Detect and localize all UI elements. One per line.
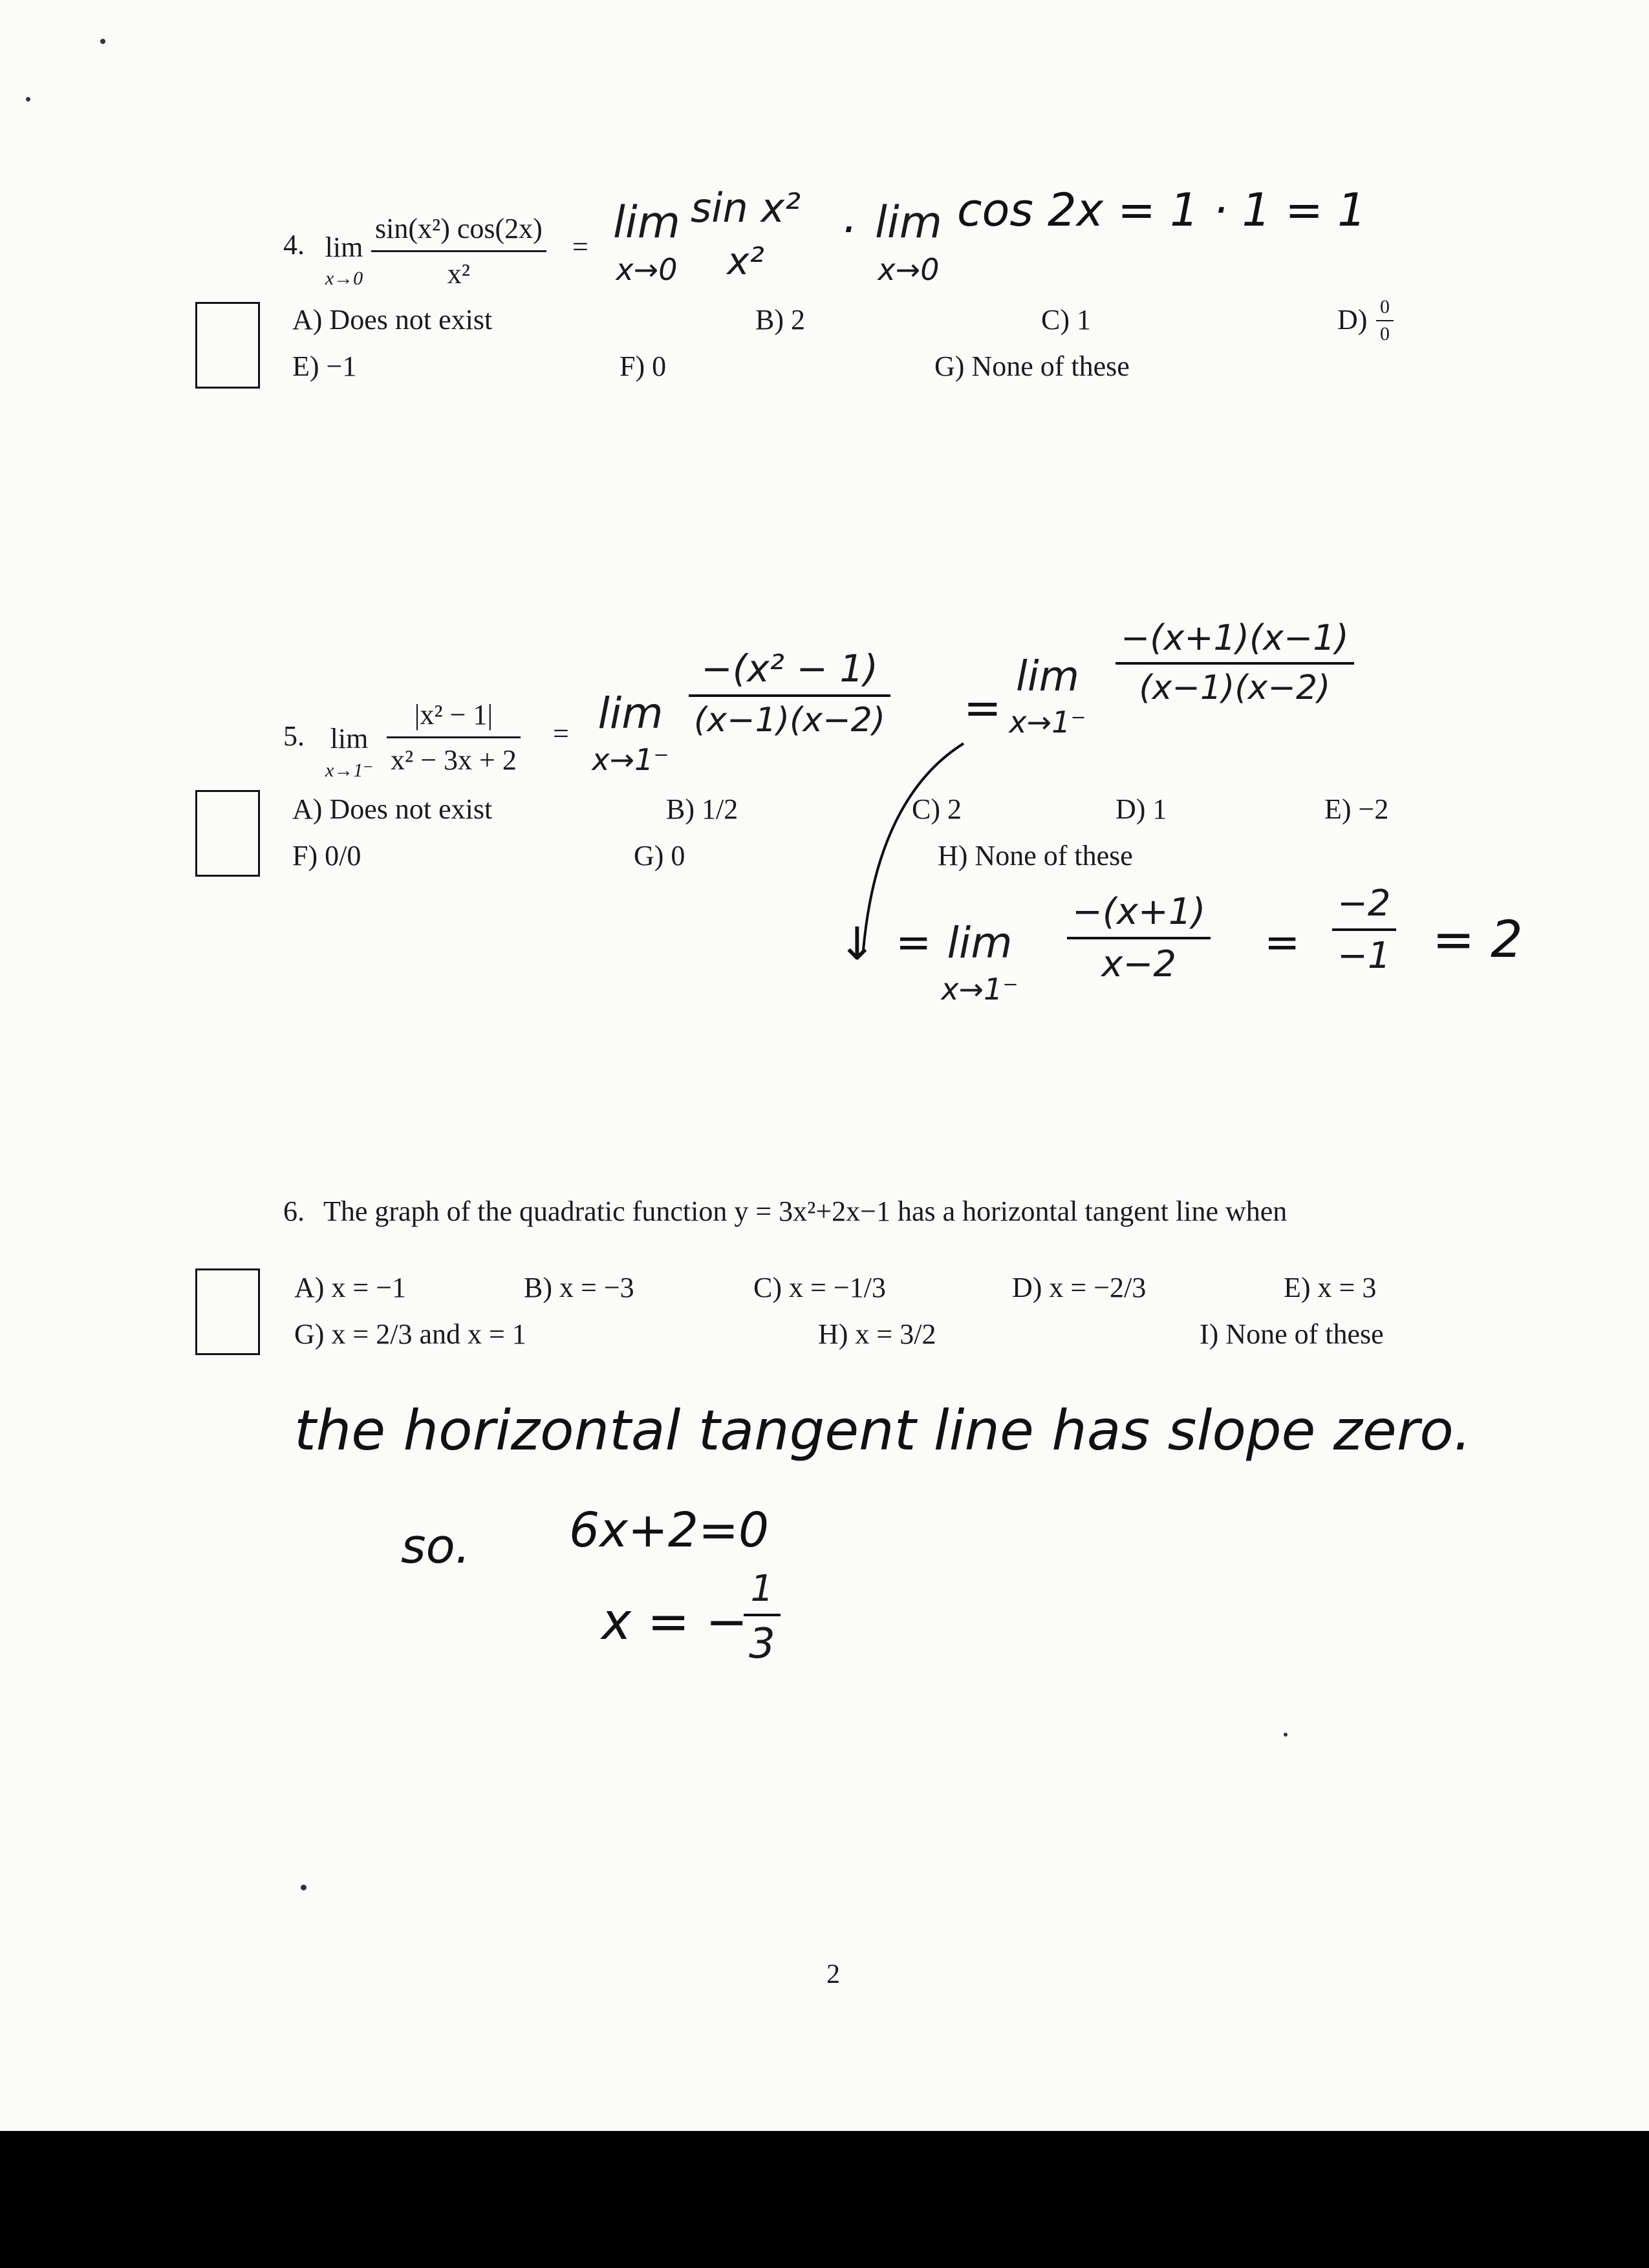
option-d: D) [1337,304,1368,336]
hand-fraction: $\frac{-(x+1)}{x-2}$ [1067,891,1211,985]
hand-result: cos 2x = 1 · 1 = 1 [957,184,1366,237]
option-h: H) None of these [938,840,1133,872]
equals-sign: = [572,231,588,262]
hand-limit: lim x→0 [612,197,681,287]
scan-speck [26,97,30,102]
option-b: B) 2 [755,304,805,336]
question-number: 6. [283,1195,305,1227]
arrow-head-icon: ↓ [838,917,876,970]
hand-limit: lim x→0 [874,197,943,287]
option-g: G) x = 2/3 and x = 1 [294,1318,526,1350]
question-number: 5. [283,720,305,752]
hand-equals: = [896,917,932,967]
limit-operator: lim x→1⁻ [325,723,374,781]
hand-so: so. [401,1519,471,1574]
numerator: |x² − 1| [414,699,493,731]
answer-box[interactable] [195,302,260,389]
denominator: x² − 3x + 2 [387,736,521,776]
hand-fraction: sin x² x² [691,184,801,283]
question-stem: The graph of the quadratic function y = 3x²+2x−1 has a horizontal tangent line when [323,1195,1288,1227]
option-g: G) 0 [634,840,685,872]
option-b: B) 1/2 [666,793,738,825]
option-a: A) Does not exist [292,304,493,336]
scan-speck [1284,1733,1288,1737]
hand-limit: lim x→1⁻ [592,689,669,777]
option-d: D) 1 [1116,793,1167,825]
hand-fraction: $\frac{-(x+1)(x-1)}{(x-1)(x-2)}$ [1116,617,1354,707]
option-c: C) x = −1/3 [753,1272,886,1303]
hand-equals: = [964,681,1002,734]
option-h: H) x = 3/2 [818,1318,936,1350]
option-b: B) x = −3 [524,1272,634,1303]
answer-box[interactable] [195,790,260,877]
scan-speck [100,39,105,44]
numerator: sin(x²) cos(2x) [375,213,543,244]
option-e: E) x = 3 [1284,1272,1377,1303]
hand-limit: lim x→1⁻ [941,918,1018,1007]
scan-speck [301,1885,307,1890]
limit-expression [387,698,521,776]
hand-limit: lim x→1⁻ [1009,653,1086,740]
question-number: 4. [283,229,305,261]
option-e: E) −1 [292,350,357,382]
option-a: A) Does not exist [292,793,493,825]
hand-result: = 2 [1432,911,1523,969]
option-f: F) 0/0 [292,840,361,872]
answer-box[interactable] [195,1268,260,1355]
hand-equals: = [1264,917,1300,967]
hand-fraction: $\frac{\text{−(x² − 1)}}{(x-1)(x-2)}$ [689,647,890,740]
option-i: I) None of these [1200,1318,1384,1350]
hand-fraction: $\frac{1}{3}$ [744,1568,781,1668]
denominator: x² [371,250,546,290]
page-number: 2 [826,1960,840,1989]
hand-equation: 6x+2=0 [569,1503,770,1558]
option-g: G) None of these [934,350,1130,382]
option-e: E) −2 [1324,793,1389,825]
option-a: A) x = −1 [294,1272,407,1303]
option-c: C) 2 [912,793,962,825]
option-c: C) 1 [1041,304,1091,336]
hand-dot: · [841,203,856,256]
limit-operator: lim x→0 [325,231,363,289]
hand-explanation: the horizontal tangent line has slope zero. [294,1398,1472,1463]
option-d: D) x = −2/3 [1012,1272,1147,1303]
limit-expression [371,212,546,290]
option-f: F) 0 [620,350,667,382]
hand-solution: x = − [601,1593,748,1651]
hand-fraction: $\frac{-2}{-1}$ [1332,883,1396,977]
option-d-fraction: $\frac{0}{0}$ [1376,296,1394,345]
equals-sign: = [553,718,569,749]
